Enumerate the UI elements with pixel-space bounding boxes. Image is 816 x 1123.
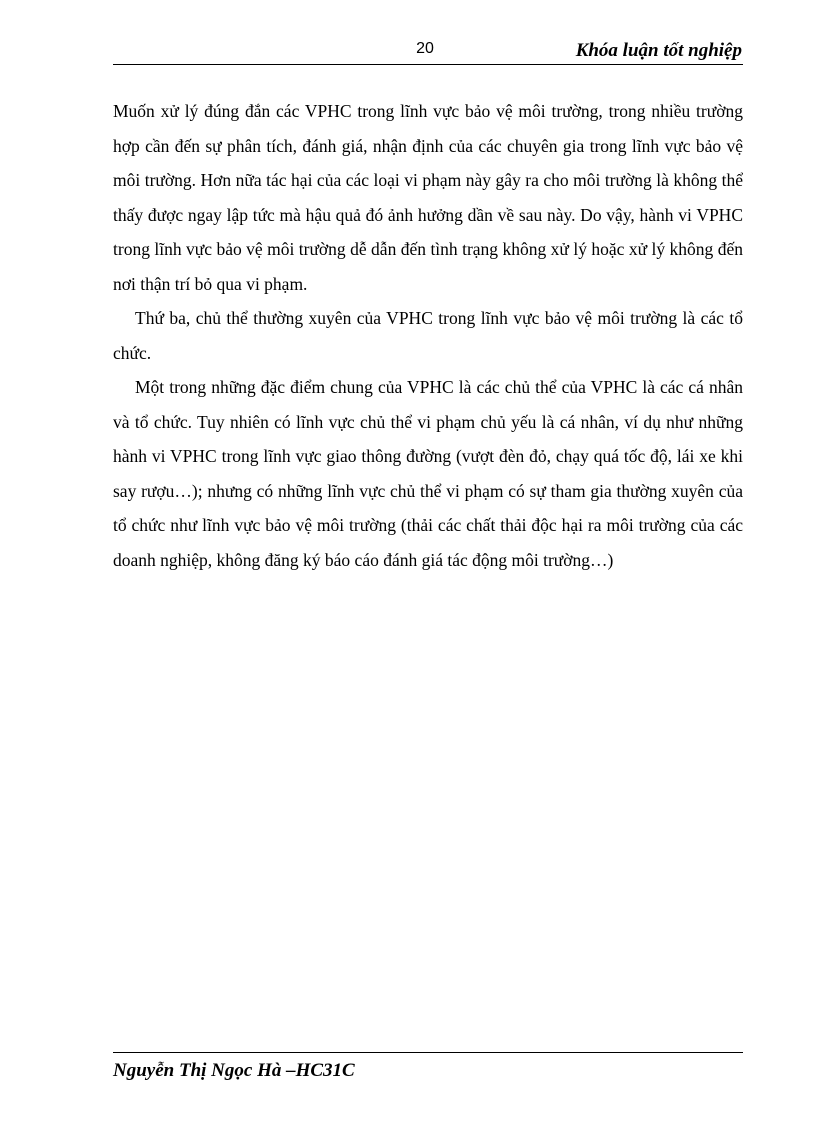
page-number: 20 bbox=[416, 40, 434, 57]
paragraph-3: Một trong những đặc điểm chung của VPHC là các chủ thể của VPHC là các cá nhân và tổ chức. Tuy nhiên có lĩnh vực chủ thể vi phạm chủ yếu là cá nhân, ví dụ như những hành vi VPHC trong lĩnh vực giao thông đường (vượt đèn đỏ, chạy quá tốc độ, lái xe khi say rượu…); nhưng có những lĩnh vực chủ thể vi phạm có sự tham gia thường xuyên của tổ chức như lĩnh vực bảo vệ môi trường (thải các chất thải độc hại ra môi trường của các doanh nghiệp, không đăng ký báo cáo đánh giá tác động môi trường…) bbox=[113, 377, 743, 570]
paragraph-2: Thứ ba, chủ thể thường xuyên của VPHC trong lĩnh vực bảo vệ môi trường là các tổ chức. bbox=[113, 308, 743, 363]
footer-author: Nguyễn Thị Ngọc Hà –HC31C bbox=[113, 1060, 355, 1081]
header-divider bbox=[113, 64, 743, 65]
paragraph-1: Muốn xử lý đúng đắn các VPHC trong lĩnh vực bảo vệ môi trường, trong nhiều trường hợp cần đến sự phân tích, đánh giá, nhận định của các chuyên gia trong lĩnh vực bảo vệ môi trường. Hơn nữa tác hại của các loại vi phạm này gây ra cho môi trường là không thể thấy được ngay lập tức mà hậu quả đó ảnh hưởng dần về sau này. Do vậy, hành vi VPHC trong lĩnh vực bảo vệ môi trường dễ dẫn đến tình trạng không xử lý hoặc xử lý không đến nơi thận trí bỏ qua vi phạm. bbox=[113, 101, 743, 294]
body-text bbox=[113, 94, 743, 577]
footer-divider bbox=[113, 1052, 743, 1053]
header-title: Khóa luận tốt nghiệp bbox=[575, 40, 742, 61]
